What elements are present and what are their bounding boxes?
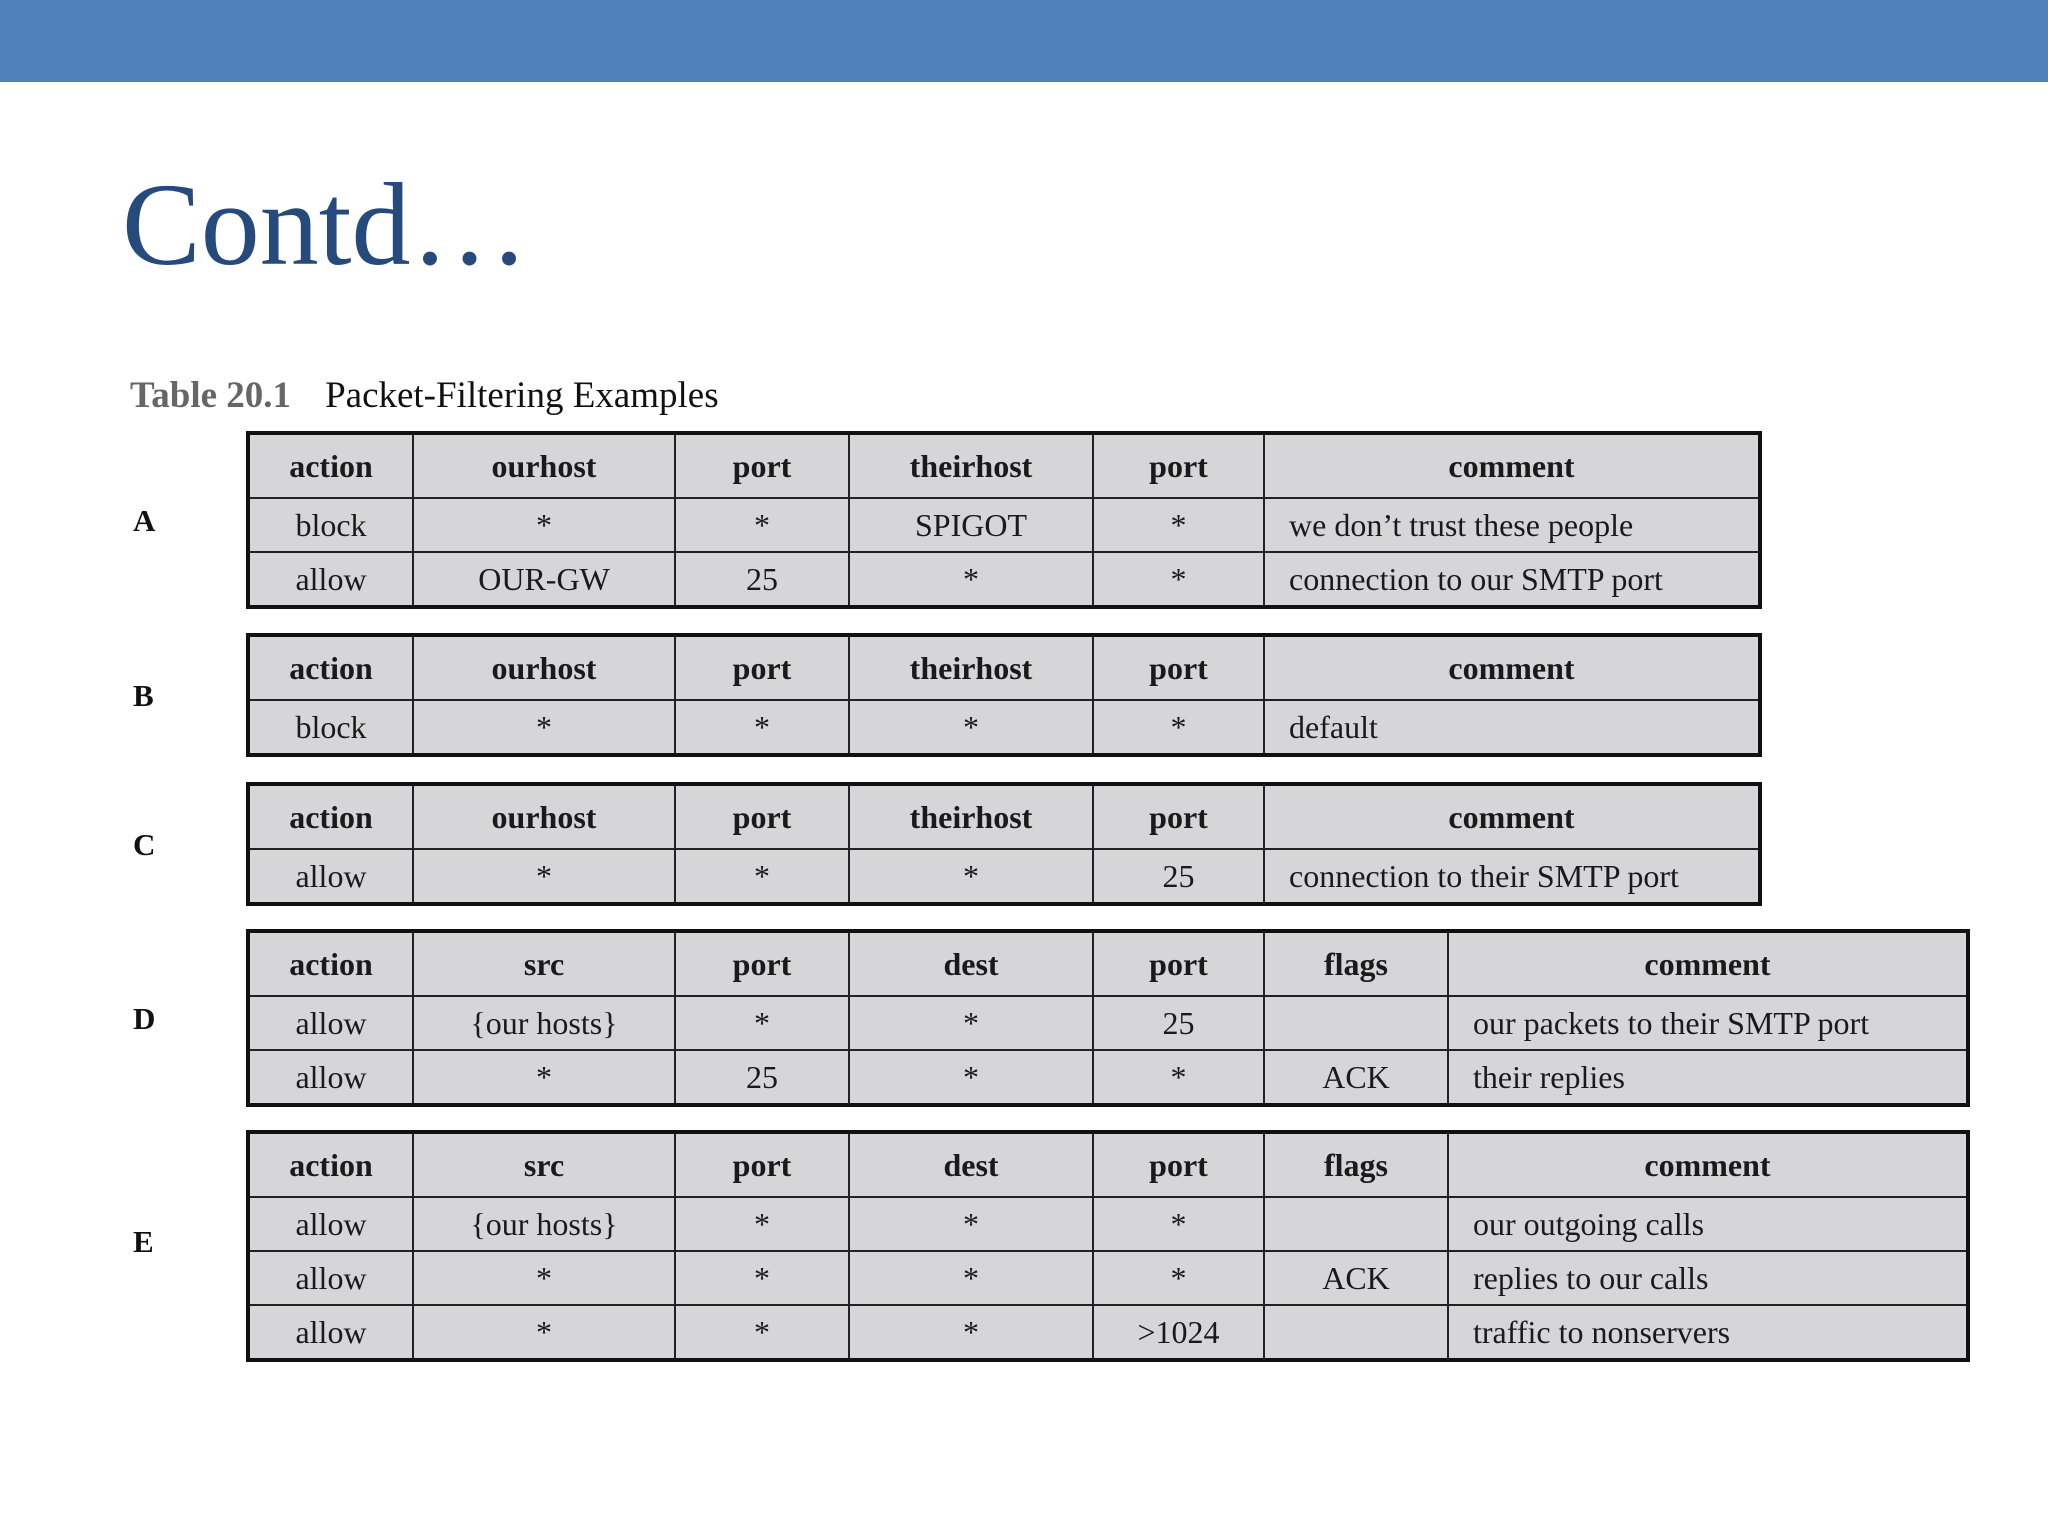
- col-header-action: action: [248, 931, 413, 996]
- cell-comment: connection to our SMTP port: [1264, 552, 1760, 607]
- cell-comment: their replies: [1448, 1050, 1968, 1105]
- cell-comment: our outgoing calls: [1448, 1197, 1968, 1251]
- col-header-src: src: [413, 931, 675, 996]
- col-header-action: action: [248, 433, 413, 498]
- rule-set-label-e: E: [133, 1224, 154, 1259]
- table-header-row: [248, 1132, 1968, 1197]
- table-row: [248, 1305, 1968, 1360]
- cell-dest: *: [849, 1050, 1093, 1105]
- cell-port: >1024: [1093, 1305, 1264, 1360]
- top-accent-bar: [0, 0, 2048, 82]
- cell-port: *: [675, 1305, 849, 1360]
- col-header-theirhost: theirhost: [849, 433, 1093, 498]
- cell-comment: connection to their SMTP port: [1264, 849, 1760, 904]
- cell-src: {our hosts}: [413, 1197, 675, 1251]
- cell-port: *: [1093, 1251, 1264, 1305]
- rule-table-e: [246, 1130, 1970, 1362]
- cell-flags: ACK: [1264, 1251, 1448, 1305]
- col-header-comment: comment: [1264, 635, 1760, 700]
- col-header-flags: flags: [1264, 1132, 1448, 1197]
- col-header-port: port: [1093, 931, 1264, 996]
- cell-port: *: [1093, 498, 1264, 552]
- col-header-port: port: [675, 433, 849, 498]
- table-row: [248, 1251, 1968, 1305]
- table-row: [248, 1197, 1968, 1251]
- cell-port: 25: [1093, 996, 1264, 1050]
- col-header-port: port: [675, 784, 849, 849]
- col-header-dest: dest: [849, 1132, 1093, 1197]
- cell-action: allow: [248, 849, 413, 904]
- table-caption: [130, 374, 719, 417]
- table-row: [248, 498, 1760, 552]
- cell-port: *: [675, 1197, 849, 1251]
- col-header-port: port: [675, 1132, 849, 1197]
- cell-comment: we don’t trust these people: [1264, 498, 1760, 552]
- col-header-comment: comment: [1448, 1132, 1968, 1197]
- col-header-ourhost: ourhost: [413, 784, 675, 849]
- table-row: [248, 1050, 1968, 1105]
- col-header-comment: comment: [1264, 433, 1760, 498]
- cell-flags: [1264, 996, 1448, 1050]
- cell-port: *: [675, 700, 849, 755]
- cell-dest: *: [849, 1251, 1093, 1305]
- cell-action: allow: [248, 1251, 413, 1305]
- table-caption-text: Packet-Filtering Examples: [325, 375, 719, 416]
- table-row: [248, 700, 1760, 755]
- col-header-dest: dest: [849, 931, 1093, 996]
- cell-ourhost: OUR-GW: [413, 552, 675, 607]
- cell-dest: *: [849, 1197, 1093, 1251]
- cell-port: 25: [675, 552, 849, 607]
- col-header-flags: flags: [1264, 931, 1448, 996]
- cell-theirhost: *: [849, 552, 1093, 607]
- rule-set-label-b: B: [133, 678, 154, 713]
- col-header-port: port: [1093, 433, 1264, 498]
- col-header-action: action: [248, 1132, 413, 1197]
- cell-ourhost: *: [413, 700, 675, 755]
- cell-action: allow: [248, 996, 413, 1050]
- col-header-theirhost: theirhost: [849, 784, 1093, 849]
- cell-comment: default: [1264, 700, 1760, 755]
- cell-comment: our packets to their SMTP port: [1448, 996, 1968, 1050]
- col-header-src: src: [413, 1132, 675, 1197]
- rule-table-c: [246, 782, 1762, 906]
- col-header-port: port: [675, 635, 849, 700]
- cell-port: *: [1093, 1197, 1264, 1251]
- col-header-port: port: [1093, 784, 1264, 849]
- cell-src: *: [413, 1050, 675, 1105]
- cell-action: allow: [248, 1305, 413, 1360]
- col-header-port: port: [675, 931, 849, 996]
- cell-port: *: [675, 498, 849, 552]
- rule-table-a: [246, 431, 1762, 609]
- col-header-action: action: [248, 784, 413, 849]
- cell-action: block: [248, 498, 413, 552]
- cell-port: 25: [1093, 849, 1264, 904]
- col-header-comment: comment: [1264, 784, 1760, 849]
- table-header-row: [248, 931, 1968, 996]
- cell-port: *: [1093, 552, 1264, 607]
- cell-port: *: [1093, 1050, 1264, 1105]
- cell-action: allow: [248, 552, 413, 607]
- rule-set-label-d: D: [133, 1001, 156, 1036]
- table-header-row: [248, 784, 1760, 849]
- cell-src: {our hosts}: [413, 996, 675, 1050]
- cell-dest: *: [849, 996, 1093, 1050]
- col-header-comment: comment: [1448, 931, 1968, 996]
- cell-port: *: [675, 1251, 849, 1305]
- col-header-action: action: [248, 635, 413, 700]
- cell-ourhost: *: [413, 849, 675, 904]
- cell-port: *: [675, 849, 849, 904]
- table-row: [248, 996, 1968, 1050]
- table-row: [248, 552, 1760, 607]
- cell-port: *: [675, 996, 849, 1050]
- cell-theirhost: *: [849, 849, 1093, 904]
- rule-table-b: [246, 633, 1762, 757]
- rule-table-d: [246, 929, 1970, 1107]
- col-header-port: port: [1093, 1132, 1264, 1197]
- cell-src: *: [413, 1251, 675, 1305]
- col-header-theirhost: theirhost: [849, 635, 1093, 700]
- cell-comment: replies to our calls: [1448, 1251, 1968, 1305]
- cell-port: *: [1093, 700, 1264, 755]
- col-header-ourhost: ourhost: [413, 635, 675, 700]
- rule-set-label-a: A: [133, 503, 156, 538]
- slide-title: Contd…: [122, 159, 529, 290]
- col-header-ourhost: ourhost: [413, 433, 675, 498]
- cell-action: allow: [248, 1197, 413, 1251]
- cell-flags: [1264, 1305, 1448, 1360]
- cell-src: *: [413, 1305, 675, 1360]
- table-header-row: [248, 635, 1760, 700]
- rule-set-label-c: C: [133, 827, 156, 862]
- table-number: Table 20.1: [130, 375, 292, 416]
- table-row: [248, 849, 1760, 904]
- cell-action: allow: [248, 1050, 413, 1105]
- cell-theirhost: SPIGOT: [849, 498, 1093, 552]
- cell-action: block: [248, 700, 413, 755]
- cell-flags: [1264, 1197, 1448, 1251]
- table-header-row: [248, 433, 1760, 498]
- cell-theirhost: *: [849, 700, 1093, 755]
- cell-ourhost: *: [413, 498, 675, 552]
- cell-port: 25: [675, 1050, 849, 1105]
- cell-flags: ACK: [1264, 1050, 1448, 1105]
- cell-dest: *: [849, 1305, 1093, 1360]
- col-header-port: port: [1093, 635, 1264, 700]
- cell-comment: traffic to nonservers: [1448, 1305, 1968, 1360]
